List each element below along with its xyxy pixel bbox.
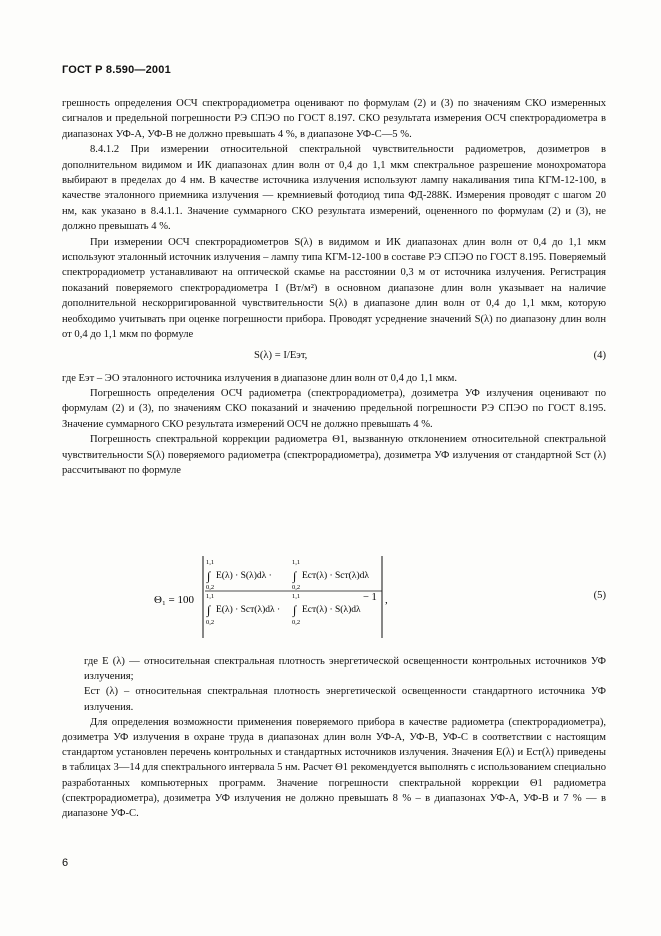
- formula-4-definition: где Eэт – ЭО эталонного источника излучения в диапазоне длин волн от 0,4 до 1,1 мкм.: [62, 372, 457, 384]
- num-int2-sign: ∫: [293, 569, 297, 583]
- definitions-and-closing: [62, 654, 606, 821]
- paragraph-8-4-1-2: 8.4.1.2 При измерении относительной спектральной чувствительности радиометров, дозиметров в дополнительном видимом и ИК диапазонах длин волн от 0,4 до 1,1 мкм спектральное разрешение монохроматора выбирают в пределах до 4 нм. В качестве источника излучения используют лампу накаливания типа КГМ-12-100, в качестве эталонного приемника излучения — кремниевый фотодиод типа ФД-288К. Измерения проводят с шагом 20 нм, как указано в 8.4.1.1. Значение суммарного СКО результата измерений, оцененного по формулам (2) и (3), не должно превышать 4 %.: [62, 144, 606, 233]
- formula-5-lhs: Θ₁ = 100: [154, 594, 194, 606]
- document-header: ГОСТ Р 8.590—2001: [62, 64, 171, 76]
- paragraph-error-determination: Погрешность определения ОСЧ радиометра (спектрорадиометра), дозиметра УФ излучения оценивают по формулам (2) и (3), по значениям СКО показаний и значению предельной погрешности РЭ СПЭО по ГОСТ 8.195. Значение суммарного СКО результата измерений ОСЧ не должно превышать 4 %.: [62, 387, 606, 430]
- document-body: [62, 96, 606, 478]
- den-int1-lower: 0,2: [206, 619, 215, 626]
- den-int1-upper: 1,1: [206, 593, 215, 600]
- numerator-left: E(λ) · S(λ)dλ ·: [216, 571, 272, 581]
- formula-4-number: (4): [593, 349, 606, 361]
- paragraph-spectral-correction: Погрешность спектральной коррекции радиометра Θ1, вызванную отклонением относительной спектральной чувствительности S(λ) поверяемого радиометра (спектрорадиометра), дозиметра УФ излучения от стандартной Sст (λ) рассчитывают по формуле: [62, 434, 606, 476]
- den-int1-sign: ∫: [207, 603, 211, 617]
- denominator-right: Eст(λ) · S(λ)dλ: [302, 605, 361, 615]
- paragraph-continuation: грешность определения ОСЧ спектрорадиометра оценивают по формулам (2) и (3) по значениям СКО измеренных сигналов и предельной погрешности РЭ СПЭО по ГОСТ 8.197. СКО результата измерения ОСЧ спектрорадиометра в диапазонах УФ-А, УФ-В не должно превышать 4 %, в диапазоне УФ-С—5 %.: [62, 98, 606, 140]
- den-int2-upper: 1,1: [292, 593, 301, 600]
- formula-5-minus-one: − 1: [363, 592, 377, 603]
- paragraph-applicability: Для определения возможности применения поверяемого прибора в качестве радиометра (спектрорадиометра), дозиметра УФ излучения в охране труда в диапазонах длин волн УФ-А, УФ-В, УФ-С в соответствии с настоящим стандартом установлен перечень контрольных и стандартных источников излучения. Значения E(λ) и Eст(λ) приведены в таблицах 3—14 для спектрального интервала 5 нм. Расчет Θ1 рекомендуется выполнять с использованием специально разработанных компьютерных программ. Значение погрешности спектральной коррекции Θ1 радиометра (спектрорадиометра), дозиметра УФ излучения не должно превышать 8 % – в диапазонах УФ-А, УФ-В и 7 % — в диапазоне УФ-С.: [62, 716, 606, 820]
- page-number: 6: [62, 857, 69, 869]
- formula-4-expression: S(λ) = I/Eэт,: [254, 349, 308, 361]
- formula-5: [62, 546, 606, 650]
- paragraph-spectroradiometer-measurement: При измерении ОСЧ спектрорадиометров S(λ) в видимом и ИК диапазонах длин волн от 0,4 до 1,1 мкм используют эталонный источник излучения – лампу типа КГМ-12-100 в составе РЭ СПЭО по ГОСТ 8.195. Поверяемый спектрорадиометр устанавливают на оптической скамье на расстоянии 0,3 м от источника излучения. Регистрация показаний поверяемого спектрорадиометра I (Вт/м²) в основном диапазоне длин волн указывает на наличие дополнительной нескорригированной чувствительности S(λ) в диапазоне длин волн от 0,4 до 1,1 мкм, которую необходимо учитывать при оценке погрешности прибора. Проводят усреднение значений S(λ) по диапазону длин волн от 0,4 до 1,1 мкм по формуле: [62, 236, 606, 341]
- num-int1-upper: 1,1: [206, 559, 215, 566]
- num-int1-sign: ∫: [207, 569, 211, 583]
- formula-5-graphic: [62, 546, 606, 650]
- definition-est-lambda: Eст (λ) – относительная спектральная плотность энергетической освещенности стандартного источника УФ излучения.: [84, 686, 606, 713]
- denominator-left: E(λ) · Sст(λ)dλ ·: [216, 605, 281, 615]
- formula-4: [62, 345, 606, 369]
- den-int2-sign: ∫: [293, 603, 297, 617]
- den-int2-lower: 0,2: [292, 619, 301, 626]
- numerator-right: Eст(λ) · Sст(λ)dλ: [302, 571, 369, 581]
- formula-5-number: (5): [593, 590, 606, 601]
- num-int2-lower: 0,2: [292, 584, 301, 591]
- num-int2-upper: 1,1: [292, 559, 301, 566]
- definition-e-lambda: где E (λ) — относительная спектральная плотность энергетической освещенности контрольных источников УФ излучения;: [84, 656, 606, 683]
- formula-5-comma: ,: [385, 594, 388, 606]
- num-int1-lower: 0,2: [206, 584, 215, 591]
